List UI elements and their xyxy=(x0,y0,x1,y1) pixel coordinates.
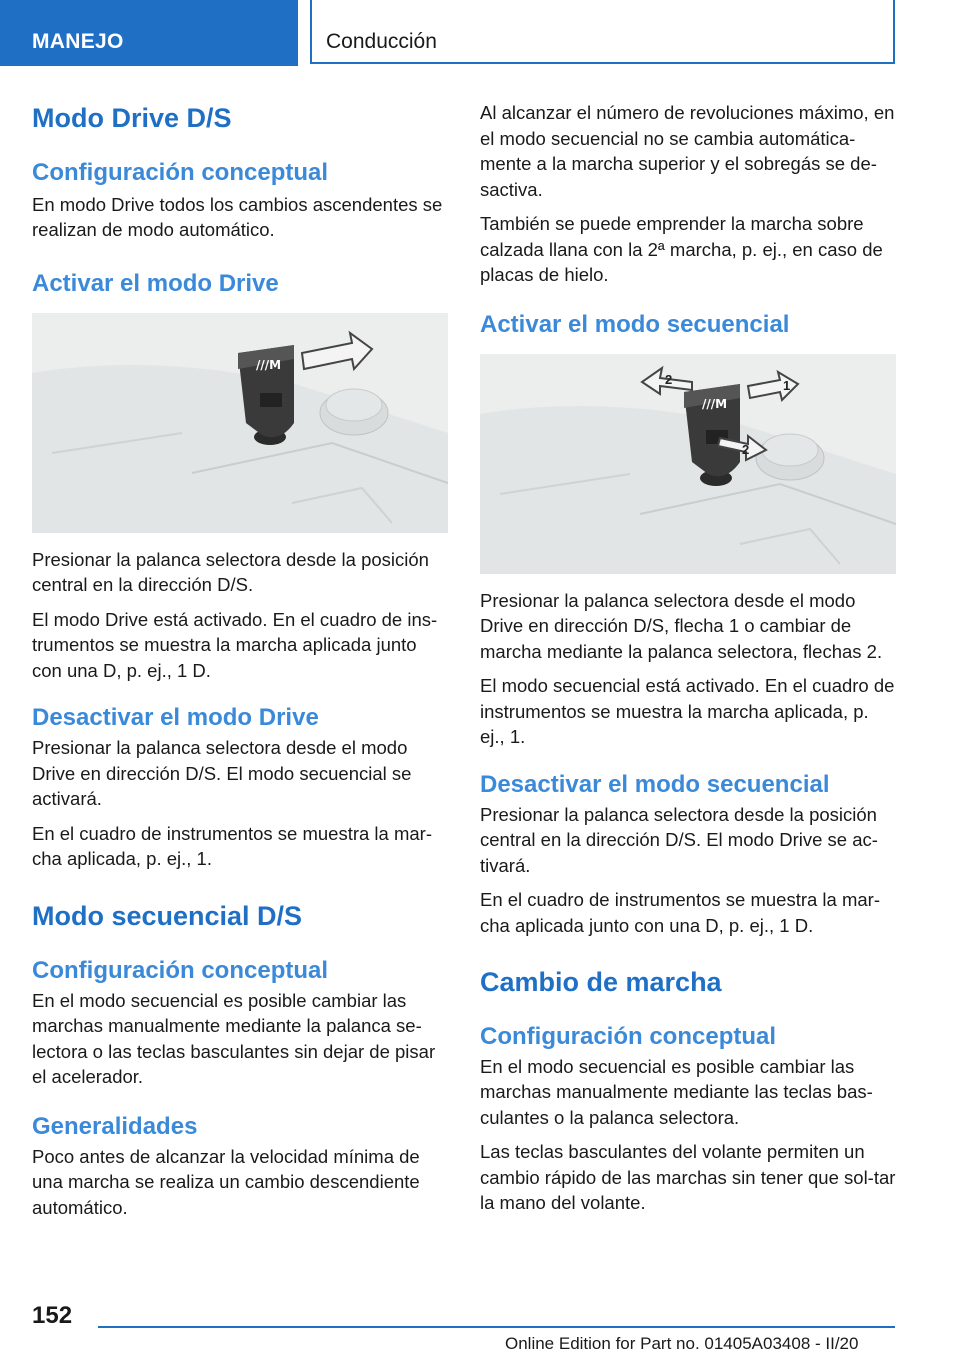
right-column xyxy=(480,98,896,1216)
paragraph-concept-1: En modo Drive todos los cambios ascendentes se realizan de modo automático. xyxy=(32,193,443,241)
heading-general: Generalidades xyxy=(32,1112,198,1140)
figure-label-2-bottom: 2 xyxy=(742,441,750,457)
heading-concept-1: Configuración conceptual xyxy=(32,158,329,186)
gear-lever-illustration xyxy=(32,313,448,533)
figure-label-2-top: 2 xyxy=(665,371,673,387)
paragraph-general: Poco antes de alcanzar la velocidad mínima de una marcha se realiza un cambio descendiente automático. xyxy=(32,1145,420,1218)
heading-deactivate-drive: Desactivar el modo Drive xyxy=(32,704,319,732)
paragraph-deactivate-seq-1: Presionar la palanca selectora desde la posición central en la dirección D/S. El modo Drive se ac-tivará. xyxy=(480,803,878,876)
heading-concept-2: Configuración conceptual xyxy=(32,956,329,984)
heading-activate-sequential: Activar el modo secuencial xyxy=(480,310,790,338)
figure-sequential-lever xyxy=(480,354,896,574)
heading-gear-change: Cambio de marcha xyxy=(480,967,722,997)
footer-divider xyxy=(98,1326,895,1328)
gear-lever-sequential-illustration xyxy=(480,354,896,574)
paragraph-paddles: Las teclas basculantes del volante permiten un cambio rápido de las marchas sin tener que sol-tar la mano del volante. xyxy=(480,1141,896,1214)
paragraph-deactivate-2: En el cuadro de instrumentos se muestra la mar-cha aplicada, p. ej., 1. xyxy=(32,822,432,870)
paragraph-drive-active: El modo Drive está activado. En el cuadro de ins-trumentos se muestra la marcha aplicada junto con una D, p. ej., 1 D. xyxy=(32,608,438,681)
paragraph-press-lever: Presionar la palanca selectora desde la posición central en la dirección D/S. xyxy=(32,548,429,596)
paragraph-concept-3: En el modo secuencial es posible cambiar las marchas manualmente mediante las teclas bas-culantes o la palanca selectora. xyxy=(480,1055,873,1128)
section-tab: MANEJO xyxy=(0,0,298,66)
heading-activate-drive: Activar el modo Drive xyxy=(32,269,279,297)
paragraph-rev-limit: Al alcanzar el número de revoluciones máximo, en el modo secuencial no se cambia automática-mente a la marcha superior y el sobregás se de-sactiva. xyxy=(480,102,895,200)
paragraph-press-sequential: Presionar la palanca selectora desde el modo Drive en dirección D/S, flecha 1 o cambiar de marcha mediante la palanca selectora, flechas 2. xyxy=(480,589,883,662)
paragraph-sequential-active: El modo secuencial está activado. En el cuadro de instrumentos se muestra la marcha aplicada, p. ej., 1. xyxy=(480,675,895,747)
heading-sequential-mode: Modo secuencial D/S xyxy=(32,900,303,931)
figure-drive-lever xyxy=(32,313,448,533)
paragraph-second-gear: También se puede emprender la marcha sobre calzada llana con la 2ª marcha, p. ej., en caso de placas de hielo. xyxy=(480,213,883,285)
paragraph-deactivate-seq-2: En el cuadro de instrumentos se muestra la mar-cha aplicada junto con una D, p. ej., 1 D. xyxy=(480,889,880,936)
paragraph-deactivate-1: Presionar la palanca selectora desde el modo Drive en dirección D/S. El modo secuencial se activará. xyxy=(32,737,412,810)
chapter-title: Conducción xyxy=(310,0,895,64)
heading-concept-3: Configuración conceptual xyxy=(480,1022,777,1050)
svg-text:///M: ///M xyxy=(256,357,282,372)
heading-deactivate-sequential: Desactivar el modo secuencial xyxy=(480,770,830,798)
svg-text:///M: ///M xyxy=(702,396,728,411)
paragraph-concept-2: En el modo secuencial es posible cambiar las marchas manualmente mediante la palanca se-lectora o las teclas basculantes sin dejar de pisar el acelerador. xyxy=(32,989,436,1087)
figure-label-1: 1 xyxy=(783,377,791,393)
left-column xyxy=(32,98,448,1220)
heading-drive-mode: Modo Drive D/S xyxy=(32,103,232,133)
edition-note: Online Edition for Part no. 01405A03408 - II/20 xyxy=(505,1334,859,1353)
page-number: 152 xyxy=(32,1302,73,1329)
